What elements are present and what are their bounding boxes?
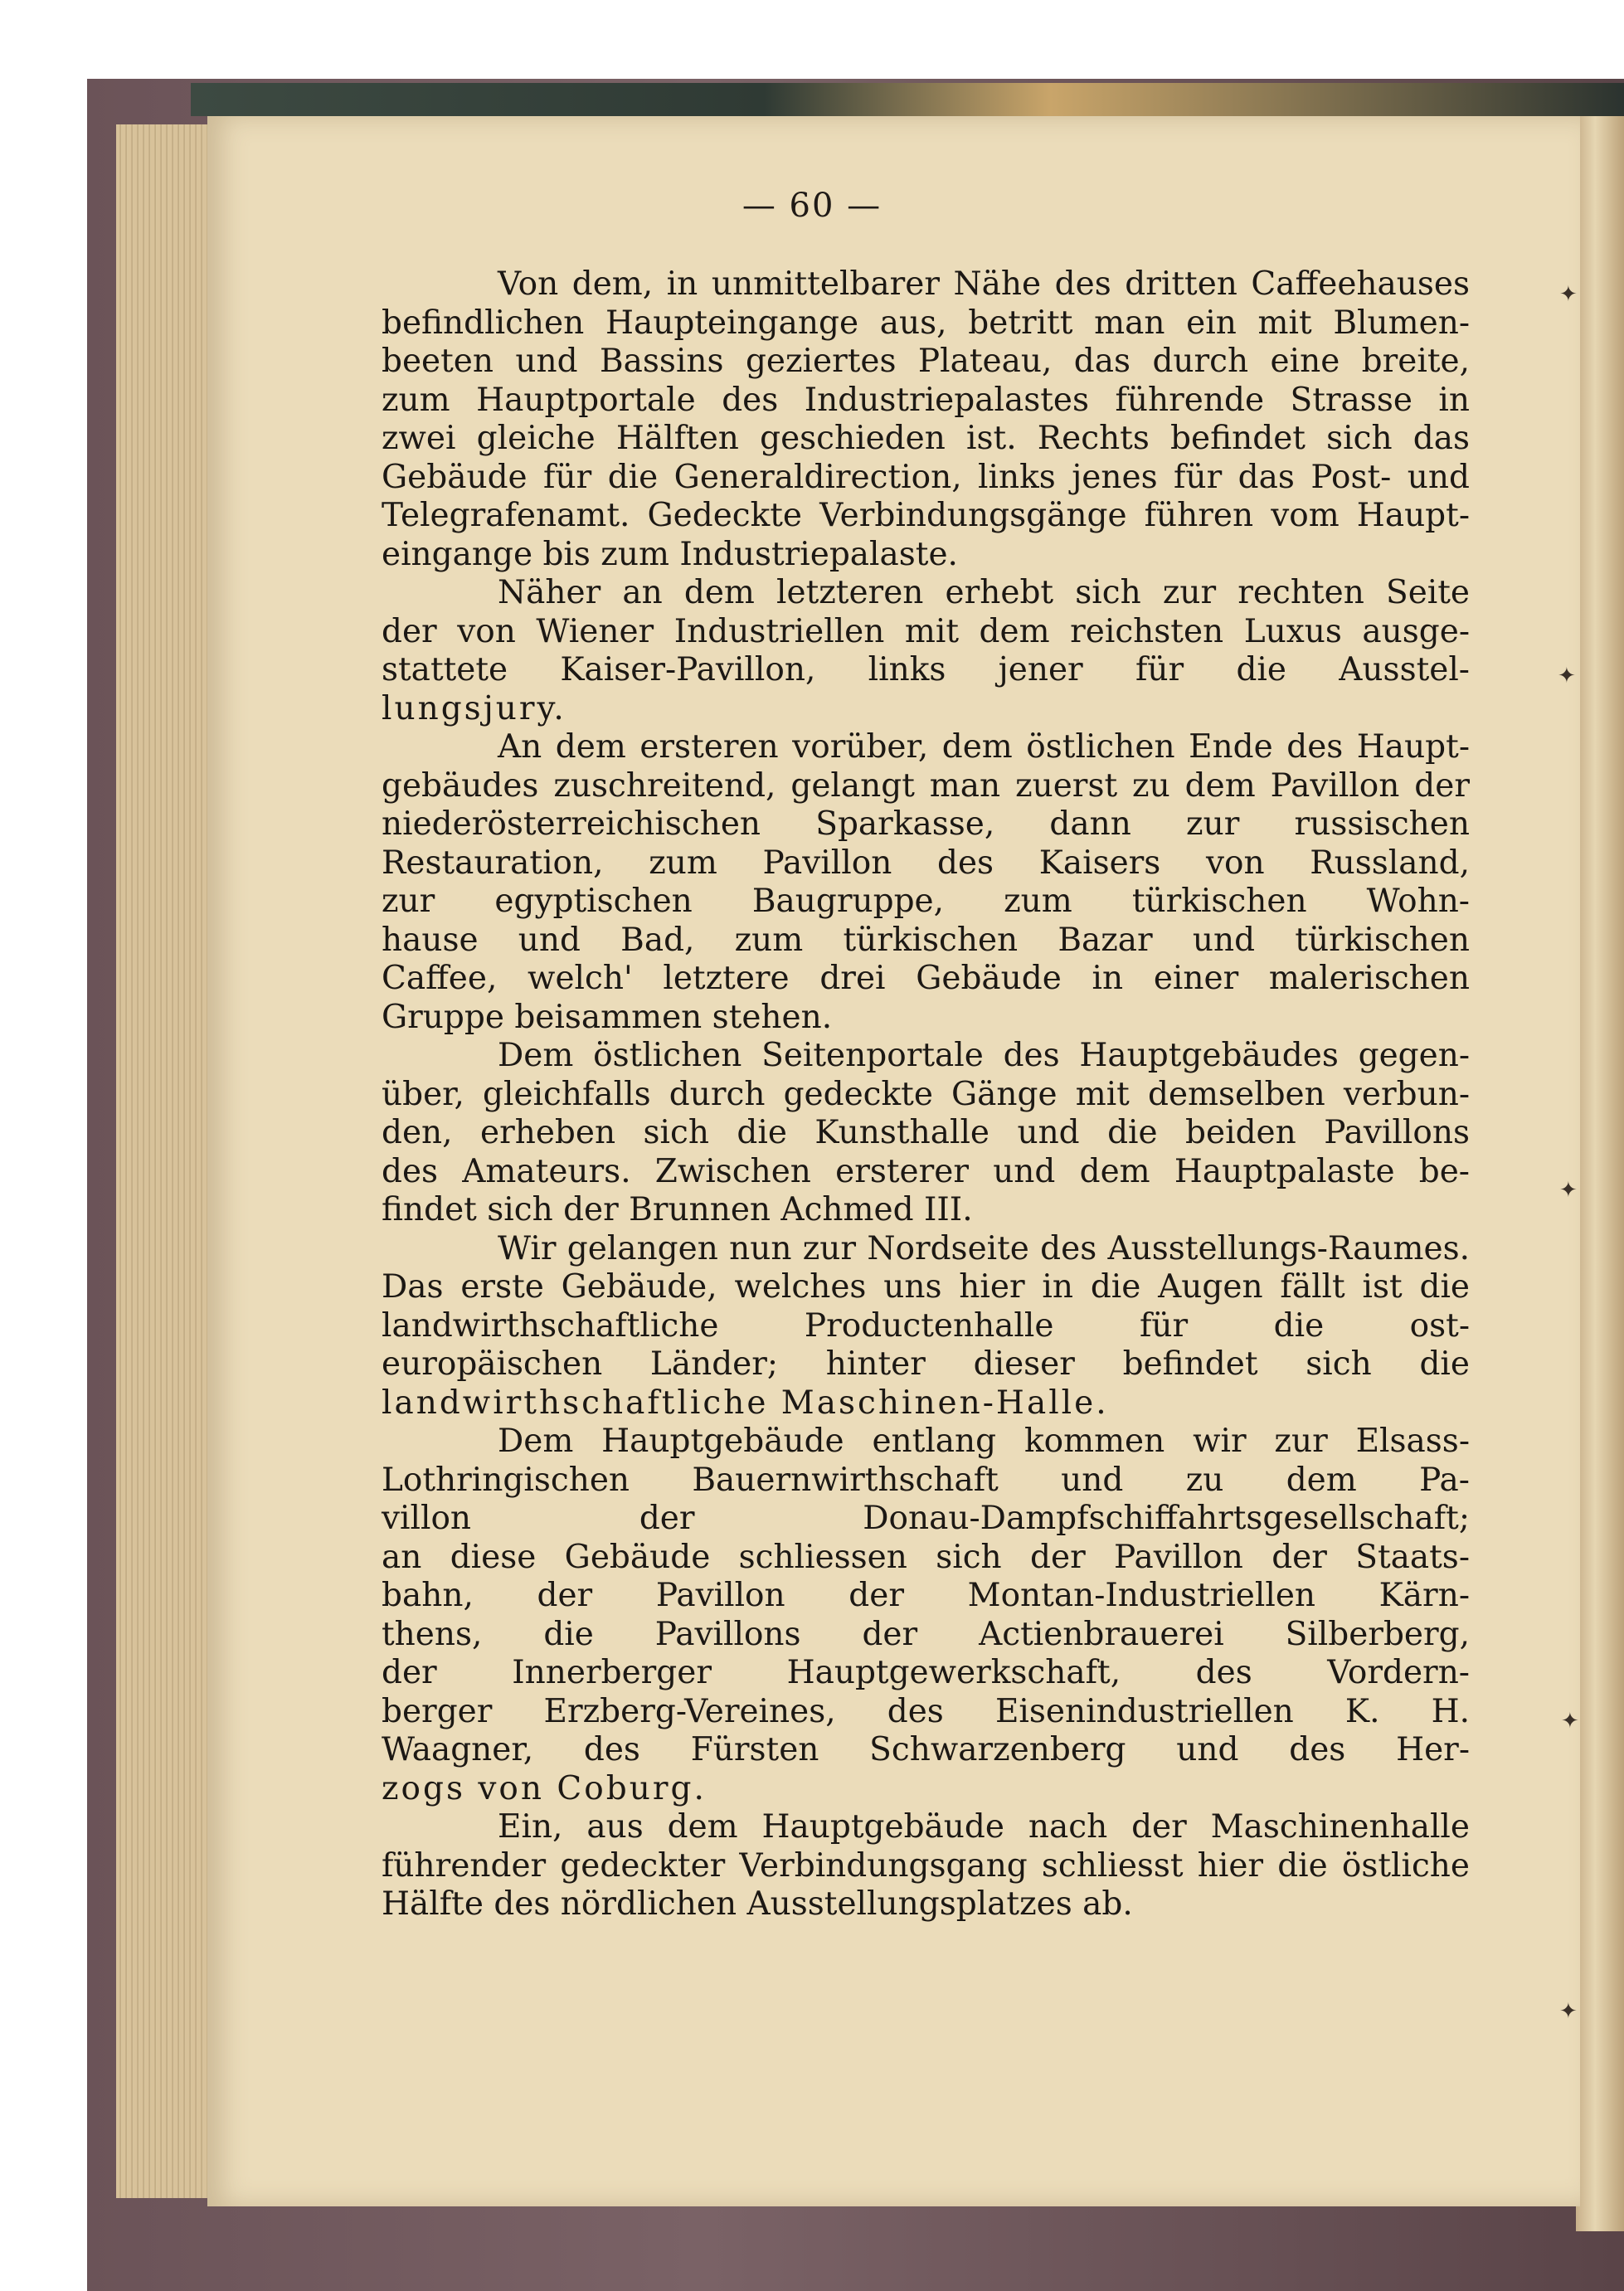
text-line: zum Hauptportale des Industriepalastes führende Strasse in <box>382 381 1470 419</box>
text-line: landwirthschaftliche Maschinen-Halle. <box>382 1384 1109 1422</box>
text-line: Gebäude für die Generaldirection, links jenes für das Post- und <box>382 458 1470 496</box>
text-line: An dem ersteren vorüber, dem östlichen Ende des Haupt- <box>498 728 1470 766</box>
text-line: des Amateurs. Zwischen ersterer und dem Hauptpalaste be- <box>382 1152 1470 1190</box>
text-line: lungsjury. <box>382 689 566 727</box>
text-line: bahn, der Pavillon der Montan-Industriellen Kärn- <box>382 1577 1470 1614</box>
text-line: über, gleichfalls durch gedeckte Gänge mit demselben verbun- <box>382 1075 1470 1113</box>
paragraph <box>382 1423 1470 1808</box>
text-line: Wir gelangen nun zur Nordseite des Ausstellungs-Raumes. <box>498 1229 1470 1267</box>
text-line: stattete Kaiser-Pavillon, links jener für die Ausstel- <box>382 651 1470 688</box>
text-line: hause und Bad, zum türkischen Bazar und türkischen <box>382 921 1470 959</box>
text-line: Restauration, zum Pavillon des Kaisers von Russland, <box>382 844 1470 882</box>
paragraph <box>382 1808 1470 1924</box>
facing-page-edge <box>1576 116 1624 2231</box>
text-line: führender gedeckter Verbindungsgang schliesst hier die östliche <box>382 1846 1470 1885</box>
text-line: eingange bis zum Industriepalaste. <box>382 535 958 573</box>
text-line: der von Wiener Industriellen mit dem reichsten Luxus ausge- <box>382 612 1470 650</box>
text-line: Ein, aus dem Hauptgebäude nach der Maschinenhalle <box>498 1808 1470 1846</box>
paragraph <box>382 574 1470 728</box>
body-text <box>382 265 1470 1924</box>
paragraph <box>382 1037 1470 1230</box>
paragraph <box>382 265 1470 574</box>
paragraph <box>382 728 1470 1037</box>
page-number: — 60 — <box>741 187 883 225</box>
paragraph <box>382 1230 1470 1423</box>
text-line: den, erheben sich die Kunsthalle und die beiden Pavillons <box>382 1114 1470 1151</box>
text-line: Näher an dem letzteren erhebt sich zur rechten Seite <box>498 574 1470 611</box>
text-line: zogs von Coburg. <box>382 1769 707 1807</box>
margin-tick-mark: ✦ <box>1559 282 1578 307</box>
text-line: Von dem, in unmittelbarer Nähe des dritten Caffeehauses <box>498 265 1470 303</box>
text-line: villon der Donau-Dampfschiffahrtsgesellschaft; <box>382 1500 1470 1537</box>
text-line: beeten und Bassins geziertes Plateau, das durch eine breite, <box>382 343 1470 380</box>
text-line: zwei gleiche Hälften geschieden ist. Rechts befindet sich das <box>382 420 1470 457</box>
text-line: thens, die Pavillons der Actienbrauerei Silberberg, <box>382 1615 1470 1653</box>
book-cover-top-edge <box>191 83 1624 116</box>
text-line: Dem östlichen Seitenportale des Hauptgebäudes gegen- <box>498 1037 1470 1074</box>
text-line: Caffee, welch' letztere drei Gebäude in einer malerischen <box>382 960 1470 997</box>
text-line: befindlichen Haupteingange aus, betritt man ein mit Blumen- <box>382 304 1470 342</box>
text-line: Lothringischen Bauernwirthschaft und zu dem Pa- <box>382 1461 1470 1499</box>
text-line: Gruppe beisammen stehen. <box>382 998 833 1036</box>
margin-tick-mark: ✦ <box>1561 1709 1579 1734</box>
text-line: europäischen Länder; hinter dieser befindet sich die <box>382 1345 1470 1383</box>
text-line: Dem Hauptgebäude entlang kommen wir zur Elsass- <box>498 1423 1470 1460</box>
text-line: der Innerberger Hauptgewerkschaft, des Vordern- <box>382 1654 1470 1691</box>
margin-tick-mark: ✦ <box>1559 1999 1578 2024</box>
text-line: gebäudes zuschreitend, gelangt man zuerst zu dem Pavillon der <box>382 766 1470 805</box>
text-line: an diese Gebäude schliessen sich der Pavillon der Staats- <box>382 1538 1470 1576</box>
text-line: landwirthschaftliche Productenhalle für die ost- <box>382 1306 1470 1345</box>
text-line: zur egyptischen Baugruppe, zum türkischen Wohn- <box>382 883 1470 920</box>
text-line: berger Erzberg-Vereines, des Eisenindustriellen K. H. <box>382 1692 1470 1730</box>
text-line: niederösterreichischen Sparkasse, dann zur russischen <box>382 805 1470 843</box>
margin-tick-mark: ✦ <box>1559 1178 1578 1203</box>
margin-tick-mark: ✦ <box>1558 664 1576 688</box>
text-line: Das erste Gebäude, welches uns hier in die Augen fällt ist die <box>382 1268 1470 1306</box>
text-line: findet sich der Brunnen Achmed III. <box>382 1191 973 1228</box>
text-line: Waagner, des Fürsten Schwarzenberg und des Her- <box>382 1731 1470 1768</box>
text-line: Telegrafenamt. Gedeckte Verbindungsgänge führen vom Haupt- <box>382 497 1470 534</box>
text-line: Hälfte des nördlichen Ausstellungsplatzes ab. <box>382 1885 1133 1923</box>
